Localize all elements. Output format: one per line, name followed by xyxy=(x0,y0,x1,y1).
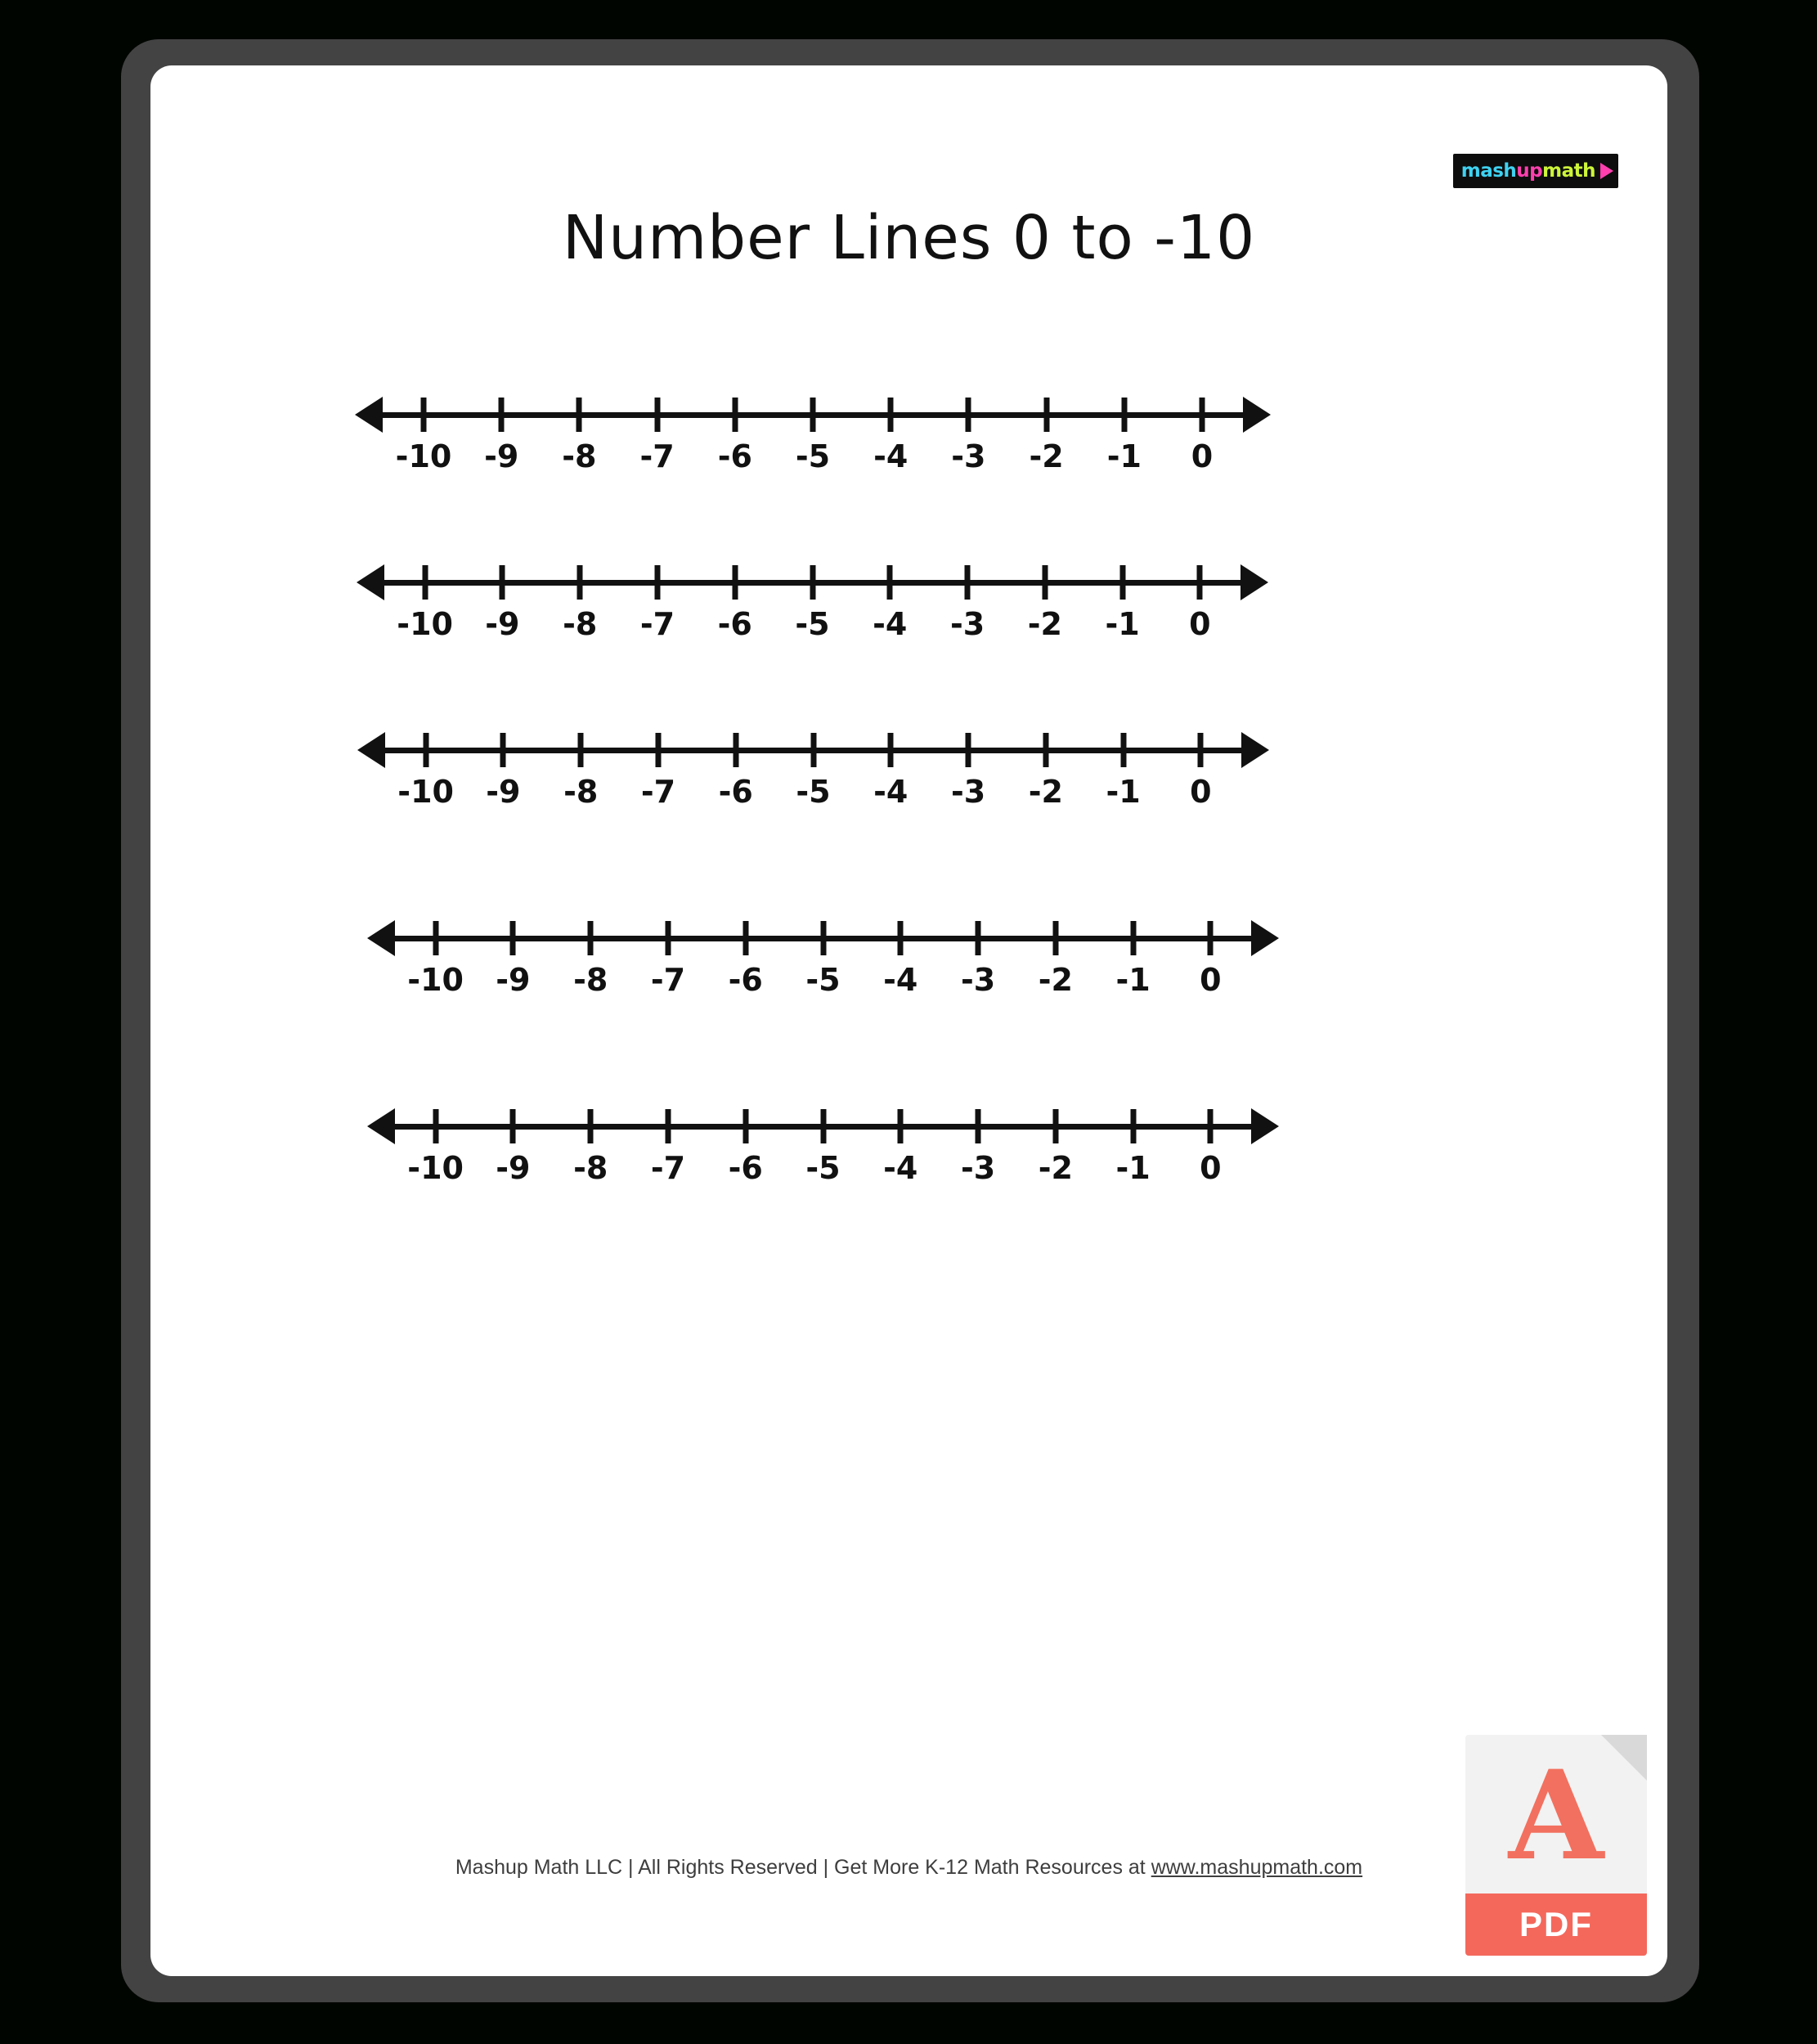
tick-mark xyxy=(500,565,505,600)
tick-mark xyxy=(888,398,894,432)
tick-label: -5 xyxy=(796,774,831,810)
tick-mark xyxy=(1120,733,1126,767)
number-line-graphic xyxy=(367,1088,1279,1186)
tick-mark xyxy=(577,398,582,432)
tick-label: -4 xyxy=(873,438,908,474)
play-triangle-icon xyxy=(1600,163,1613,179)
tick-mark xyxy=(1200,398,1205,432)
tick-label: 0 xyxy=(1200,1150,1222,1186)
tick-label: -3 xyxy=(960,1150,996,1186)
tick-label: 0 xyxy=(1191,438,1214,474)
tick-mark xyxy=(1052,921,1058,955)
tick-label: -1 xyxy=(1106,774,1141,810)
tick-mark xyxy=(898,1109,904,1143)
tick-mark xyxy=(820,1109,826,1143)
tick-label: -8 xyxy=(573,962,608,998)
tick-mark xyxy=(433,1109,438,1143)
tick-mark xyxy=(577,565,583,600)
tick-label: -6 xyxy=(728,962,763,998)
tick-label: -3 xyxy=(960,962,996,998)
tick-mark xyxy=(1130,921,1136,955)
tick-label: -6 xyxy=(717,438,752,474)
tick-label: -9 xyxy=(486,774,521,810)
tick-mark xyxy=(743,1109,748,1143)
tick-mark xyxy=(422,565,428,600)
tick-label: -2 xyxy=(1028,774,1063,810)
mashupmath-logo xyxy=(1453,154,1618,188)
tick-mark xyxy=(510,921,516,955)
tick-label: -9 xyxy=(485,606,520,642)
number-line-graphic xyxy=(367,900,1279,998)
tick-mark xyxy=(887,565,893,600)
acrobat-icon: A xyxy=(1508,1744,1604,1888)
tick-label: -5 xyxy=(805,962,841,998)
tick-mark xyxy=(976,1109,981,1143)
tick-label: -1 xyxy=(1115,962,1151,998)
arrow-right-icon xyxy=(1251,1108,1279,1144)
number-line-graphic xyxy=(357,712,1269,810)
tick-label: -2 xyxy=(1038,1150,1073,1186)
pdf-badge[interactable] xyxy=(1465,1735,1647,1956)
tick-mark xyxy=(820,921,826,955)
number-line-graphic xyxy=(355,376,1271,474)
number-lines-container xyxy=(150,376,1667,1235)
tick-mark xyxy=(888,733,894,767)
tick-mark xyxy=(732,398,738,432)
tick-mark xyxy=(1119,565,1125,600)
tick-mark xyxy=(1208,921,1214,955)
tick-mark xyxy=(665,1109,671,1143)
tick-mark xyxy=(965,565,971,600)
tick-label: -1 xyxy=(1106,438,1142,474)
tick-mark xyxy=(1052,1109,1058,1143)
tick-label: -2 xyxy=(1027,606,1062,642)
tick-label: 0 xyxy=(1189,606,1211,642)
tick-label: -7 xyxy=(640,774,676,810)
tick-label: -10 xyxy=(407,962,464,998)
arrow-left-icon xyxy=(357,732,385,768)
tick-label: -9 xyxy=(496,962,531,998)
tick-mark xyxy=(1043,398,1049,432)
logo-text-up: up xyxy=(1516,159,1543,182)
tick-mark xyxy=(421,398,427,432)
tick-mark xyxy=(665,921,671,955)
document-frame xyxy=(121,39,1699,2002)
tick-mark xyxy=(1130,1109,1136,1143)
tick-mark xyxy=(1198,733,1204,767)
tick-label: 0 xyxy=(1200,962,1222,998)
tick-label: -2 xyxy=(1038,962,1073,998)
tick-label: -8 xyxy=(563,606,598,642)
tick-mark xyxy=(1208,1109,1214,1143)
tick-mark xyxy=(1043,733,1048,767)
tick-mark xyxy=(588,1109,594,1143)
tick-mark xyxy=(898,921,904,955)
tick-label: -10 xyxy=(397,774,454,810)
tick-mark xyxy=(966,733,971,767)
logo-text-mash: mash xyxy=(1460,159,1517,182)
tick-mark xyxy=(1121,398,1127,432)
tick-mark xyxy=(966,398,971,432)
number-line-5 xyxy=(150,1088,1667,1243)
tick-label: -3 xyxy=(950,774,986,810)
arrow-left-icon xyxy=(367,920,395,956)
tick-label: -1 xyxy=(1105,606,1140,642)
tick-label: -3 xyxy=(951,438,986,474)
tick-mark xyxy=(433,921,438,955)
tick-mark xyxy=(732,565,738,600)
tick-label: -8 xyxy=(562,438,597,474)
tick-mark xyxy=(510,1109,516,1143)
tick-label: -5 xyxy=(795,438,831,474)
tick-mark xyxy=(810,733,816,767)
tick-label: -3 xyxy=(949,606,985,642)
arrow-right-icon xyxy=(1240,564,1268,600)
tick-mark xyxy=(733,733,738,767)
tick-label: -4 xyxy=(873,774,908,810)
tick-mark xyxy=(655,733,661,767)
tick-label: -6 xyxy=(718,774,753,810)
tick-mark xyxy=(810,398,816,432)
tick-label: -2 xyxy=(1029,438,1064,474)
tick-label: -10 xyxy=(395,438,452,474)
tick-mark xyxy=(976,921,981,955)
tick-label: -1 xyxy=(1115,1150,1151,1186)
tick-label: -6 xyxy=(717,606,752,642)
tick-label: -7 xyxy=(650,1150,686,1186)
tick-mark xyxy=(810,565,815,600)
tick-label: -9 xyxy=(484,438,519,474)
number-line-graphic xyxy=(357,544,1268,642)
number-line-1 xyxy=(150,376,1667,532)
arrow-left-icon xyxy=(357,564,384,600)
arrow-right-icon xyxy=(1251,920,1279,956)
tick-label: -10 xyxy=(407,1150,464,1186)
tick-mark xyxy=(500,733,506,767)
footer-credit xyxy=(150,1856,1667,1880)
tick-mark xyxy=(578,733,584,767)
number-line-4 xyxy=(150,900,1667,1055)
worksheet-page xyxy=(150,65,1667,1976)
tick-label: -8 xyxy=(573,1150,608,1186)
tick-label: -4 xyxy=(873,606,908,642)
pdf-label: PDF xyxy=(1465,1894,1647,1956)
tick-mark xyxy=(743,921,748,955)
tick-label: -5 xyxy=(795,606,830,642)
tick-label: -5 xyxy=(805,1150,841,1186)
logo-text-math: math xyxy=(1542,159,1595,182)
number-line-2 xyxy=(150,544,1667,699)
tick-label: -8 xyxy=(563,774,599,810)
arrow-right-icon xyxy=(1243,397,1271,433)
tick-label: 0 xyxy=(1190,774,1212,810)
footer-text: Mashup Math LLC | All Rights Reserved | Get More K-12 Math Resources at xyxy=(455,1856,1151,1879)
number-line-3 xyxy=(150,712,1667,867)
tick-label: -7 xyxy=(639,438,675,474)
footer-link[interactable]: www.mashupmath.com xyxy=(1151,1856,1363,1879)
tick-mark xyxy=(1197,565,1203,600)
page-title: Number Lines 0 to -10 xyxy=(562,203,1256,273)
tick-label: -9 xyxy=(496,1150,531,1186)
tick-label: -7 xyxy=(650,962,686,998)
tick-mark xyxy=(588,921,594,955)
tick-mark xyxy=(654,398,660,432)
tick-label: -4 xyxy=(883,962,918,998)
tick-mark xyxy=(499,398,505,432)
tick-label: -6 xyxy=(728,1150,763,1186)
arrow-left-icon xyxy=(367,1108,395,1144)
tick-mark xyxy=(654,565,660,600)
arrow-left-icon xyxy=(355,397,383,433)
tick-label: -10 xyxy=(397,606,453,642)
tick-label: -7 xyxy=(639,606,675,642)
tick-mark xyxy=(1042,565,1048,600)
tick-mark xyxy=(423,733,428,767)
arrow-right-icon xyxy=(1241,732,1269,768)
tick-label: -4 xyxy=(883,1150,918,1186)
